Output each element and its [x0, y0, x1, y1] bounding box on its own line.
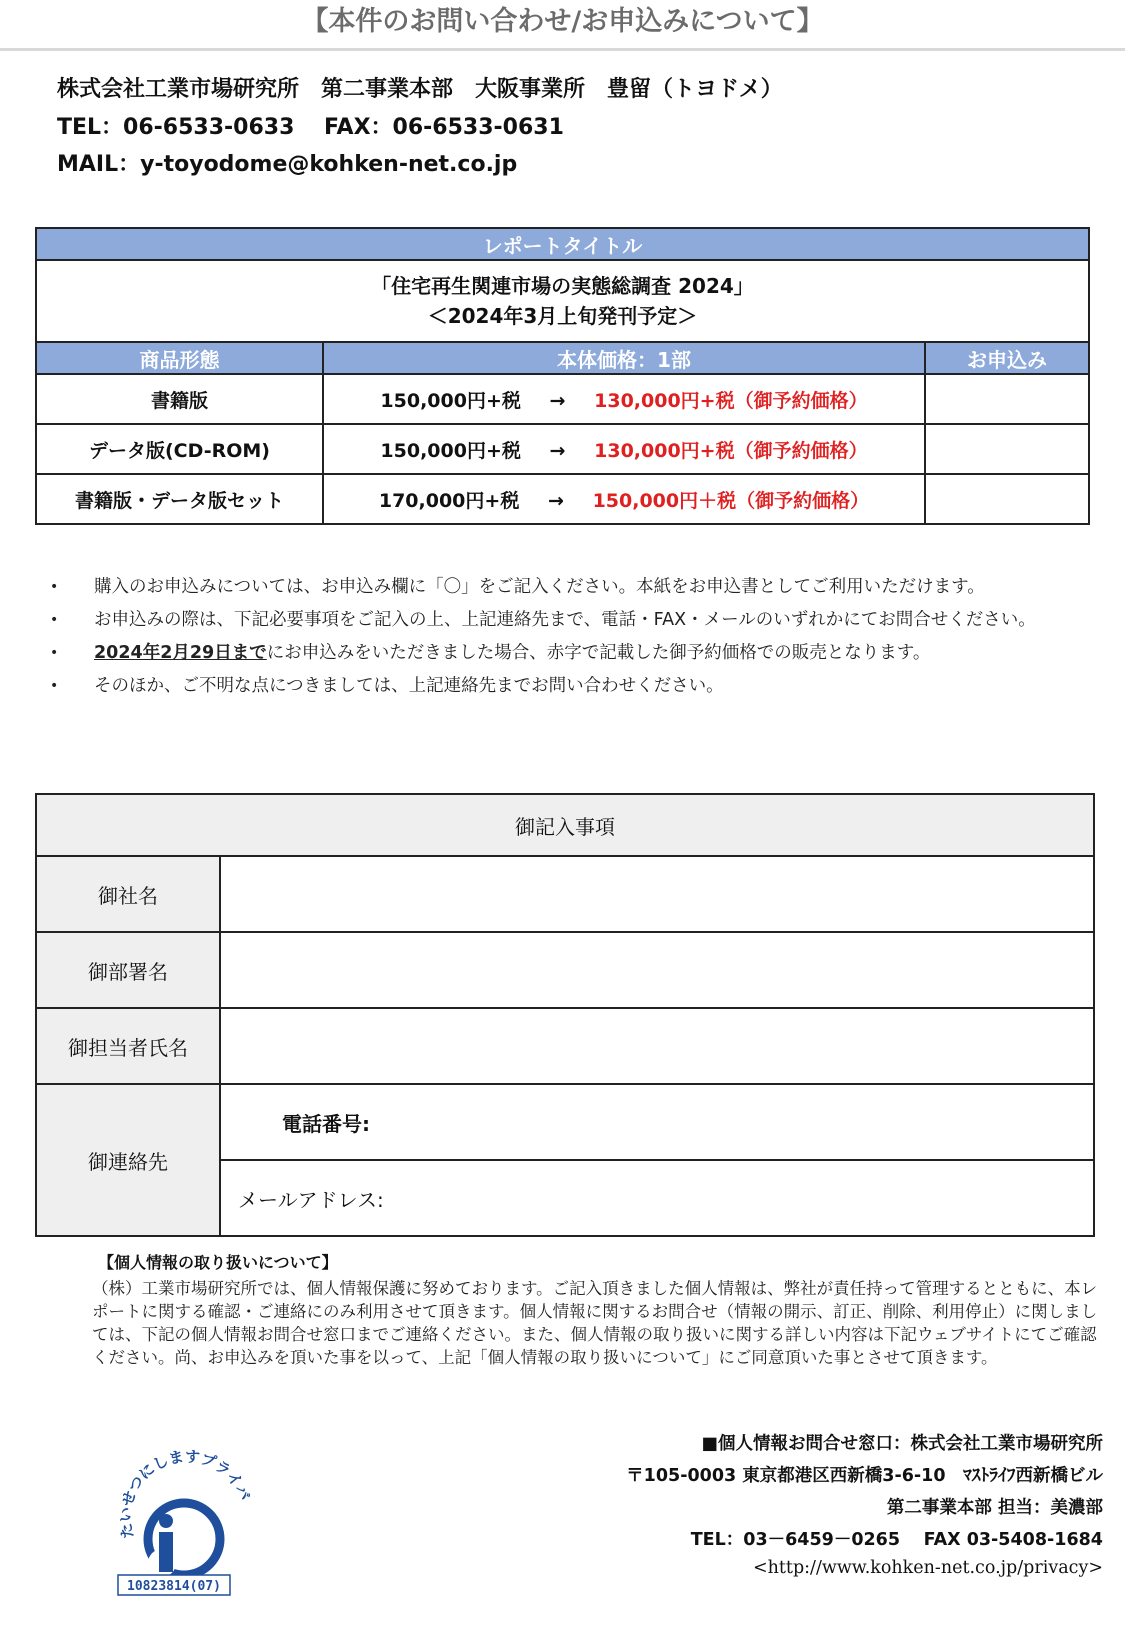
privacy-mark-logo	[112, 1447, 262, 1597]
page-title: 【本件のお問い合わせ/お申込みについて】	[0, 0, 1125, 51]
privacy-text: （株）工業市場研究所では、個人情報保護に努めております。ご記入頂きました個人情報は、弊社が責任持って管理するとともに、本レポートに関する確認・ご連絡にのみ利用させて頂きます。個人情報に関するお問合せ（情報の開示、訂正、削除、利用停止）に関しましては、下記の個人情報お問合せ窓口までご連絡ください。また、個人情報の取り扱いに関する詳しい内容は下記ウェブサイトにてご確認ください。尚、お申込みを頂いた事を以って、上記「個人情報の取り扱いについて」にご同意頂いた事とさせて頂きます。	[92, 1279, 1098, 1367]
apply-cell[interactable]	[925, 374, 1089, 424]
privacy-title: 【個人情報の取り扱いについて】	[98, 1253, 338, 1272]
col-price-header: 本体価格：1部	[323, 342, 925, 374]
report-title-line1: 「住宅再生関連市場の実態総調査 2024」	[371, 274, 754, 298]
note-text: そのほか、ご不明な点につきましては、上記連絡先までお問い合わせください。	[94, 676, 724, 696]
apply-cell[interactable]	[925, 474, 1089, 524]
deadline-date: 2024年2月29日まで	[94, 643, 267, 663]
department-label: 御部署名	[36, 932, 220, 1008]
reservation-price: 130,000円+税（御予約価格）	[594, 439, 868, 462]
note-text: お申込みの際は、下記必要事項をご記入の上、上記連絡先まで、電話・FAX・メールのいずれかにてお問合せください。	[94, 610, 1036, 630]
table-row	[36, 374, 1089, 424]
footer-department: 第二事業本部 担当：美濃部	[886, 1498, 1103, 1518]
footer-tel-fax: TEL：03－6459－0265 FAX 03-5408-1684	[690, 1530, 1103, 1550]
application-form	[35, 793, 1095, 1237]
form-header: 御記入事項	[36, 794, 1094, 856]
arrow-icon: →	[549, 439, 566, 462]
report-title-line2: ＜2024年3月上旬発刊予定＞	[427, 304, 698, 328]
svg-text:たいせつにしますプライバシー	[112, 1447, 254, 1540]
product-name: 書籍版・データ版セット	[36, 474, 323, 524]
footer-privacy-link[interactable]: <http://www.kohken-net.co.jp/privacy>	[752, 1558, 1103, 1578]
list-item	[50, 641, 1090, 665]
list-item	[50, 608, 1090, 632]
contact-company: 株式会社工業市場研究所 第二事業本部 大阪事業所 豊留（トヨドメ）	[57, 77, 783, 102]
company-label: 御社名	[36, 856, 220, 932]
regular-price: 150,000円+税	[380, 389, 521, 412]
contact-mail: MAIL：y-toyodome@kohken-net.co.jp	[57, 152, 518, 177]
note-text: 購入のお申込みについては、お申込み欄に「〇」をご記入ください。本紙をお申込書としてご利用いただけます。	[94, 577, 985, 597]
person-label: 御担当者氏名	[36, 1008, 220, 1084]
company-field[interactable]	[220, 856, 1094, 932]
col-product-header: 商品形態	[36, 342, 323, 374]
email-field[interactable]	[220, 1160, 1094, 1236]
list-item	[50, 575, 1090, 599]
contact-label: 御連絡先	[36, 1084, 220, 1236]
product-name: データ版(CD-ROM)	[36, 424, 323, 474]
list-item	[50, 674, 1090, 698]
person-field[interactable]	[220, 1008, 1094, 1084]
reservation-price: 150,000円＋税（御予約価格）	[592, 489, 870, 512]
pmark-arc-text: たいせつにしますプライバ	[116, 1447, 255, 1541]
product-price	[323, 474, 925, 524]
note-text: にお申込みをいただきました場合、赤字で記載した御予約価格での販売となります。	[266, 643, 931, 663]
product-name: 書籍版	[36, 374, 323, 424]
regular-price: 150,000円+税	[380, 439, 521, 462]
department-field[interactable]	[220, 932, 1094, 1008]
footer-contact-title: ■個人情報お問合せ窓口：株式会社工業市場研究所	[701, 1434, 1103, 1454]
bullet-icon: •	[50, 579, 59, 595]
bullet-icon: •	[50, 612, 59, 628]
reservation-price: 130,000円+税（御予約価格）	[594, 389, 868, 412]
arrow-icon: →	[547, 489, 564, 512]
arrow-icon: →	[549, 389, 566, 412]
pmark-number: 10823814(07)	[127, 1579, 221, 1594]
bullet-icon: •	[50, 678, 59, 694]
report-title-header: レポートタイトル	[36, 228, 1089, 260]
notes-list	[50, 575, 1090, 707]
table-row	[36, 474, 1089, 524]
footer-address: 〒105-0003 東京都港区西新橋3-6-10 ﾏｽﾄﾗｲﾌ西新橋ビル	[626, 1466, 1103, 1486]
product-price	[323, 424, 925, 474]
product-table	[35, 227, 1090, 525]
apply-cell[interactable]	[925, 424, 1089, 474]
email-label: メールアドレス:	[238, 1187, 384, 1212]
phone-field[interactable]	[220, 1084, 1094, 1160]
col-apply-header: お申込み	[925, 342, 1089, 374]
phone-label: 電話番号:	[282, 1111, 370, 1136]
table-row	[36, 424, 1089, 474]
product-price	[323, 374, 925, 424]
bullet-icon: •	[50, 645, 59, 661]
regular-price: 170,000円+税	[378, 489, 520, 512]
report-title	[36, 260, 1089, 342]
contact-tel-fax: TEL：06-6533-0633 FAX：06-6533-0631	[57, 115, 564, 140]
